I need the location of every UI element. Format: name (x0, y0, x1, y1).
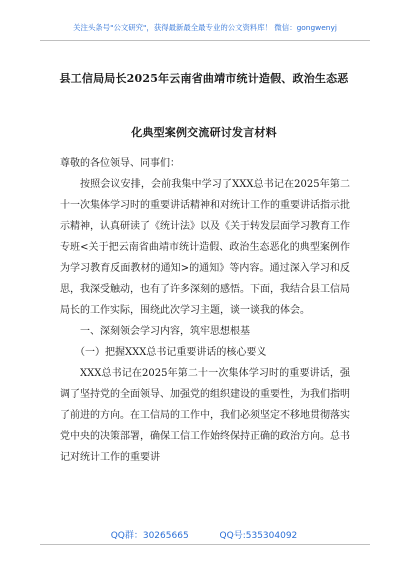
paragraph-1: 按照会议安排，会前我集中学习了XXX总书记在2025年第二十一次集体学习时的重要讲话精神和对统计工作的重要讲话指示批示精神，认真研读了《统计法》以及《关于转发层面学习教育工作专班<关于把云南省曲靖市统计造假、政治生态恶化的典型案例作为学习教育反面教材的通知>的通知》等内容。通过深入学习和反思，我深受触动，也有了许多深刻的感悟。下面，我结合县工信局局长的工作实际，围绕此次学习主题，谈一谈我的体会。 (60, 179, 350, 316)
document-title-line1: 县工信局局长2025年云南省曲靖市统计造假、政治生态恶 (59, 72, 349, 85)
paragraph-2: XXX总书记在2025年第二十一次集体学习时的重要讲话，强调了坚持党的全面领导、加强党的组织建设的重要性，为我们指明了前进的方向。在工信局的工作中，我们必须坚定不移地贯彻落实党中央的决策部署，确保工信工作始终保持正确的政治方向。总书记对统计工作的重要讲 (60, 368, 350, 463)
salutation: 尊敬的各位领导、同事们： (60, 158, 180, 169)
footer-contact (0, 528, 408, 541)
document-title-line2: 化典型案例交流研讨发言材料 (131, 126, 277, 139)
footer-qq-number: QQ号:535304092 (219, 531, 298, 541)
footer-divider (40, 544, 370, 545)
subsection-heading-1: （一）把握XXX总书记重要讲话的核心要义 (75, 347, 267, 358)
header-banner: 关注头条号"公文研究"，获得最新最全最专业的公文资料库！ 微信：gongwenyj (40, 18, 370, 41)
footer-qq-group: QQ群：30265665 (110, 531, 189, 541)
section-heading-1: 一、深刻领会学习内容，筑牢思想根基 (80, 326, 250, 337)
document-body (60, 150, 350, 468)
